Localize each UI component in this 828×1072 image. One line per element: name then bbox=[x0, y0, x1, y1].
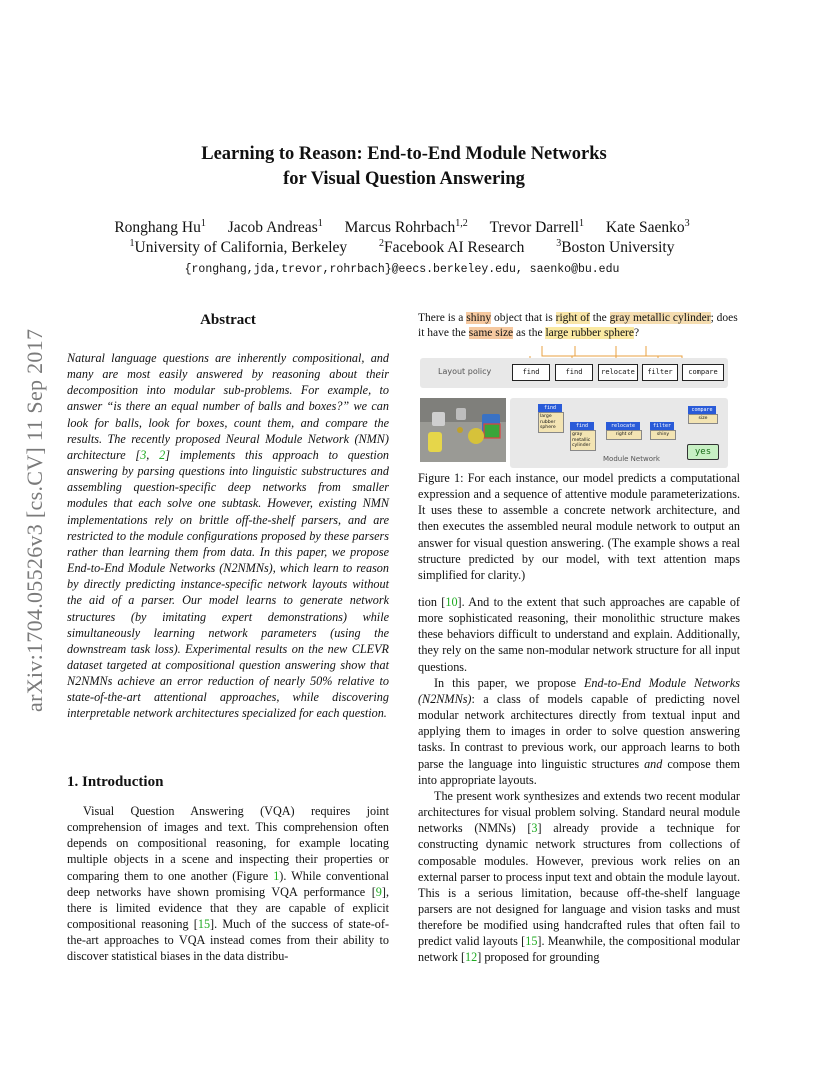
title-line-1: Learning to Reason: End-to-End Module Networks bbox=[201, 144, 607, 164]
section-heading-introduction: 1. Introduction bbox=[67, 774, 164, 790]
author: Trevor Darrell$^1$ bbox=[489, 217, 584, 236]
citation-link[interactable]: 3 bbox=[531, 821, 538, 836]
paper-title bbox=[104, 142, 704, 192]
citation-link[interactable]: 15 bbox=[525, 934, 538, 949]
citation-link[interactable]: 12 bbox=[465, 950, 478, 965]
paragraph: In this paper, we propose End-to-End Module Networks (N2NMNs): a class of models capable of predicting novel modular network architectures directly from textual input and applying them to images in order to solve question answering tasks. In contrast to previous work, our approach learns to both parse the language into linguistic structures and compose them into appropriate layouts. bbox=[418, 675, 740, 787]
attention-text: large rubber sphere bbox=[538, 412, 564, 433]
citation-link[interactable]: 3 bbox=[140, 447, 147, 462]
citation-link[interactable]: 9 bbox=[375, 884, 382, 899]
paragraph: tion [10]. And to the extent that such approaches are capable of more sophisticated reasoning, their monolithic structure makes these behaviors difficult to understand and explain. Additionally, they rely on the same non-modular network structure for all input questions. bbox=[418, 595, 740, 674]
paragraph: The present work synthesizes and extends two recent modular architectures for visual problem solving. Standard neural module networks (NMNs) [3] already provide a technique for constructing dynamic network structures from collections of composable modules. However, previous work relies on an external parser to process input text and obtain the module layout. This is a serious limitation, because off-the-shelf language parsers are not designed for language and vision tasks and must therefore be modified using handcrafted rules that often fail to predict valid layouts [15]. Meanwhile, the compositional modular network [12] proposed for grounding bbox=[418, 788, 740, 965]
abstract-heading: Abstract bbox=[200, 312, 256, 328]
citation-link[interactable]: 15 bbox=[197, 917, 211, 932]
introduction-paragraph: Visual Question Answering (VQA) requires joint comprehension of images and text. This comprehension often depends on compositional reasoning, for example locating multiple objects in a scene and inspecting their properties or comparing them to one another (Figure 1). While conventional deep networks have shown promising VQA performance [9], there is limited evidence that they are capable of explicit compositional reasoning [15]. Much of the success of state-of-the-art approaches to VQA instead comes from their ability to discover statistical biases in the data distribu- bbox=[67, 804, 389, 964]
module-relocate: relocate bbox=[598, 364, 638, 381]
arxiv-stamp: arXiv:1704.05526v3 [cs.CV] 11 Sep 2017 bbox=[22, 328, 47, 712]
layout-policy-label: Layout policy bbox=[438, 367, 492, 376]
author: Ronghang Hu$^1$ bbox=[114, 217, 206, 236]
right-column-body bbox=[418, 594, 740, 966]
net-module-find: find bbox=[570, 422, 594, 430]
citation-link[interactable]: 2 bbox=[159, 447, 166, 462]
net-module-filter: filter bbox=[650, 422, 674, 430]
net-module-compare: compare bbox=[688, 406, 716, 414]
author-list bbox=[60, 218, 744, 238]
module-network-label: Module Network bbox=[603, 455, 660, 463]
affiliation: $^1$University of California, Berkeley bbox=[129, 237, 348, 256]
net-module-relocate: relocate bbox=[606, 422, 640, 430]
net-module-find: find bbox=[538, 404, 562, 412]
module-find: find bbox=[555, 364, 593, 381]
clevr-scene-image bbox=[420, 398, 506, 462]
attention-text: shiny bbox=[650, 430, 676, 440]
figure-1-caption: Figure 1: For each instance, our model predicts a computational expression and a sequence of attentive module parameterizations. It uses these to assemble a concrete network architecture, and then executes the assembled neural module network to output an answer for visual question answering. (The example shows a real structure predicted by our model, with text attention maps simplified for clarity.) bbox=[418, 471, 740, 582]
author: Jacob Andreas$^1$ bbox=[227, 217, 323, 236]
answer-output: yes bbox=[687, 444, 719, 460]
module-compare: compare bbox=[682, 364, 724, 381]
author: Marcus Rohrbach$^{1,2}$ bbox=[344, 217, 468, 236]
attention-text: gray metallic cylinder bbox=[570, 430, 596, 451]
figure-1-diagram bbox=[420, 346, 732, 466]
module-find: find bbox=[512, 364, 550, 381]
title-line-2: for Visual Question Answering bbox=[283, 169, 525, 189]
author-emails: {ronghang,jda,trevor,rohrbach}@eecs.berkeley.edu, saenko@bu.edu bbox=[184, 263, 620, 276]
author: Kate Saenko$^3$ bbox=[605, 217, 690, 236]
abstract-body: Natural language questions are inherently compositional, and many are most easily answered by reasoning about their decomposition into modular sub-problems. For example, to answer “is there an equal number of balls and boxes?” we can look for balls, look for boxes, count them, and compare the results. The recently proposed Neural Module Network (NMN) architecture [3, 2] implements this approach to question answering by parsing questions into linguistic substructures and assembling question-specific deep networks from smaller modules that each solve one subtask. However, existing NMN implementations rely on brittle off-the-shelf parsers, and are restricted to the module configurations proposed by these parsers rather than learning them from data. In this paper, we propose End-to-End Module Networks (N2NMNs), which learn to reason by directly predicting instance-specific network layouts without the aid of a parser. Our model learns to generate network structures (by imitating expert demonstrations) while simultaneously learning network parameters (using the downstream task loss). Experimental results on the new CLEVR dataset targeted at compositional question answering show that N2NMNs achieve an error reduction of nearly 50% relative to state-of-the-art attentional approaches, while discovering interpretable network architectures specialized for each question. bbox=[67, 351, 390, 721]
affiliation-list bbox=[60, 238, 744, 258]
module-filter: filter bbox=[642, 364, 678, 381]
citation-link[interactable]: 10 bbox=[445, 595, 458, 609]
attention-text: size bbox=[688, 414, 718, 424]
affiliation: $^2$Facebook AI Research bbox=[379, 237, 525, 256]
attention-text: right of bbox=[606, 430, 642, 440]
figure-link[interactable]: 1 bbox=[273, 868, 280, 883]
figure-question: There is a shiny object that is right of the gray metallic cylinder; does it have the same size as the large rubber sphere? bbox=[418, 312, 738, 339]
affiliation: $^3$Boston University bbox=[556, 237, 675, 256]
